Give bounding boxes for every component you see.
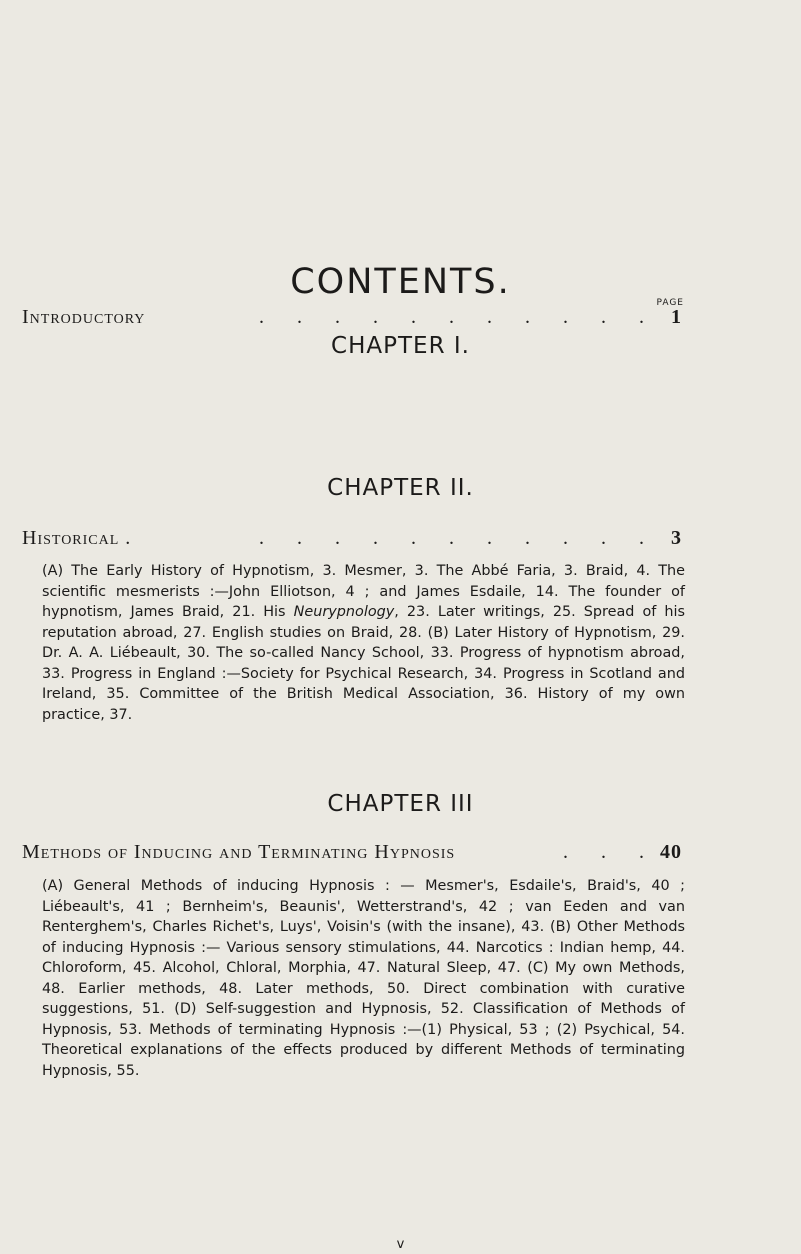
chapter-3-entry-title: Methods of Inducing and Terminating Hypnosis [22, 841, 456, 863]
chapter-2-entry-leader: . . . . . . . . . . . [259, 527, 658, 549]
chapter-2-entry [22, 527, 682, 550]
chapter-3-entry [22, 841, 682, 864]
chapter-3-entry-leader: . . . [563, 841, 658, 863]
chapter-1-entry-page: 1 [671, 306, 682, 328]
page-column-label: PAGE [656, 298, 684, 308]
chapter-2-entry-title: Historical . [22, 527, 132, 549]
chapter-1-entry-title: Introductory [22, 306, 146, 328]
chapter-2-summary-start: (A) The Early History of Hypnotism, 3. Mesmer, 3. The Abbé Faria, 3. Braid, 4. The scientific mesmerists :—John Elliotson, 4 ; and James Esdaile, 14. The founder of hypnotism, James Braid, 21. His [42, 563, 685, 620]
chapter-1-entry [22, 306, 682, 329]
chapter-3-summary: (A) General Methods of inducing Hypnosis : — Mesmer's, Esdaile's, Braid's, 40 ; Liébeault's, 41 ; Bernheim's, Beaunis', Wetterstrand's, 42 ; van Eeden and van Renterghem's, Charles Richet's, Luys', Voisin's (with the insane), 43. (B) Other Methods of inducing Hypnosis :— Various sensory stimulations, 44. Narcotics : Indian hemp, 44. Chloroform, 45. Alcohol, Chloral, Morphia, 47. Natural Sleep, 47. (C) My own Methods, 48. Earlier methods, 48. Later methods, 50. Direct combination with curative suggestions, 51. (D) Self-suggestion and Hypnosis, 52. Classification of Methods of Hypnosis, 53. Methods of terminating Hypnosis :—(1) Physical, 53 ; (2) Psychical, 54. Theoretical explanations of the effects produced by different Methods of terminating Hypnosis, 55. [42, 878, 685, 1079]
chapter-1-entry-leader: . . . . . . . . . . . [259, 306, 658, 328]
page-folio: v [396, 1237, 405, 1252]
chapter-2-summary-end: , 23. Later writings, 25. Spread of his reputation abroad, 27. English studies on Braid, 28. (B) Later History of Hypnotism, 29. Dr. A. A. Liébeault, 30. The so-called Nancy School, 33. Progress of hypnotism abroad, 33. Progress in England :—Society for Psychical Research, 34. Progress in Scotland and Ireland, 35. Committee of the British Medical Association, 36. History of my own practice, 37. [42, 604, 685, 723]
chapter-3-heading: CHAPTER III [327, 791, 474, 817]
chapter-2-summary-book-title: Neurypnology [293, 604, 395, 620]
chapter-1-heading: CHAPTER I. [331, 333, 470, 359]
chapter-2-heading: CHAPTER II. [327, 475, 474, 501]
chapter-3-entry-page: 40 [660, 841, 682, 863]
chapter-2-entry-page: 3 [671, 527, 682, 549]
chapter-2-summary [42, 561, 685, 725]
page-title: CONTENTS. [290, 262, 511, 302]
